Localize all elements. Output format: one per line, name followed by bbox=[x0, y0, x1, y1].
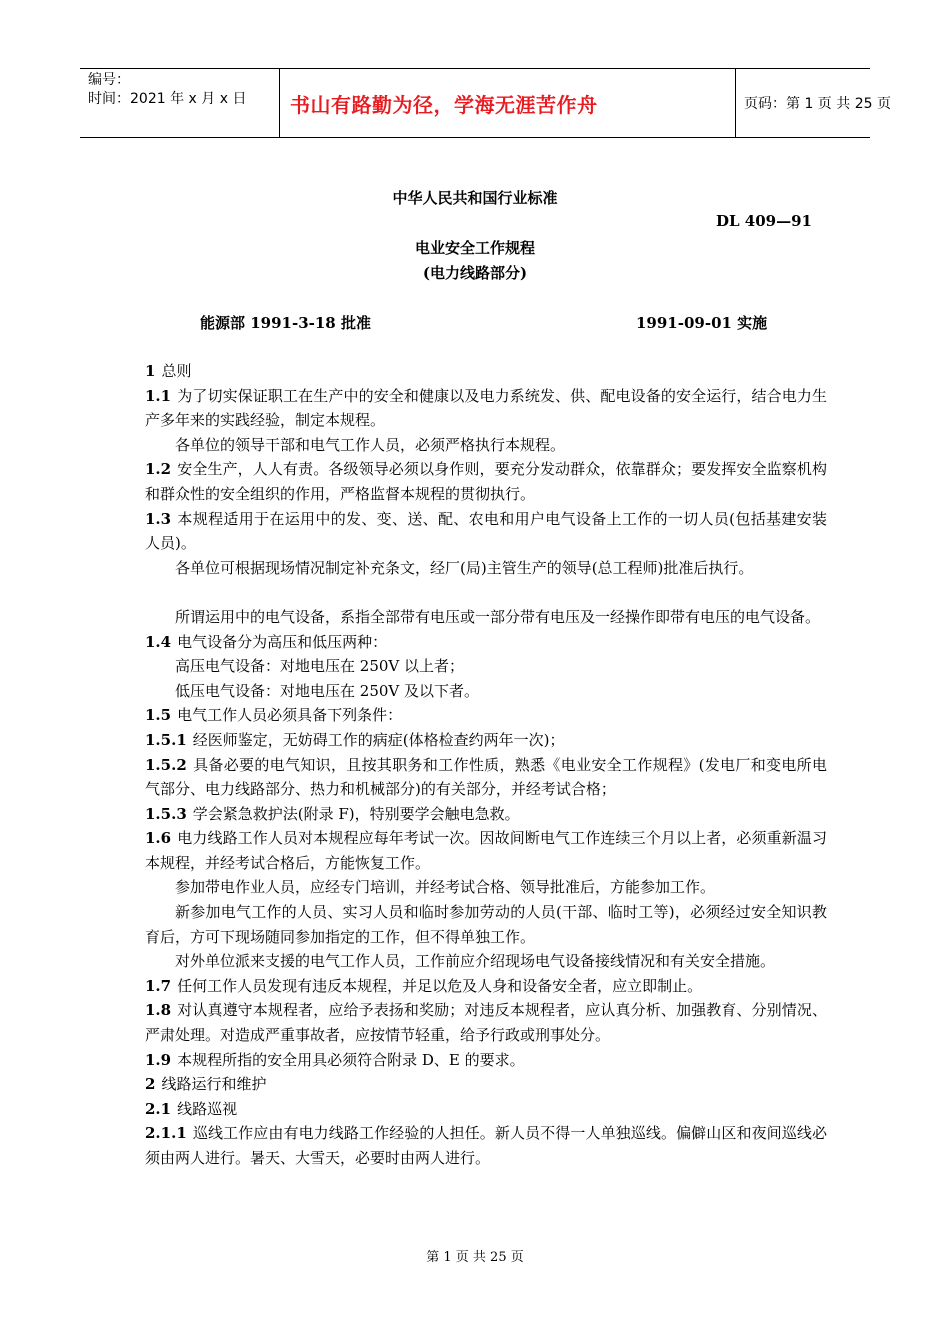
section-number: 2.1.1 bbox=[145, 1124, 187, 1143]
paragraph-text: 经医师鉴定，无妨碍工作的病症(体格检查约两年一次)； bbox=[192, 730, 565, 749]
paragraph bbox=[145, 875, 827, 900]
section-number: 1.1 bbox=[145, 386, 172, 405]
paragraph-text: 电气工作人员必须具备下列条件： bbox=[177, 706, 403, 725]
paragraph bbox=[145, 384, 827, 433]
paragraph bbox=[145, 998, 827, 1047]
paragraph-text: 所谓运用中的电气设备，系指全部带有电压或一部分带有电压及一经操作即带有电压的电气设备。 bbox=[175, 607, 821, 626]
paragraph-text: 为了切实保证职工在生产中的安全和健康以及电力系统发、供、配电设备的安全运行，结合电力生产多年来的实践经验，制定本规程。 bbox=[145, 386, 827, 430]
document-body bbox=[145, 359, 827, 1171]
paragraph bbox=[145, 679, 827, 704]
section-number: 1.7 bbox=[145, 976, 172, 995]
section-number: 1.4 bbox=[145, 632, 172, 651]
section-number: 1.5.3 bbox=[145, 804, 187, 823]
paragraph-text: 本规程适用于在运用中的发、变、送、配、农电和用户电气设备上工作的一切人员(包括基建安装人员)。 bbox=[145, 509, 827, 553]
paragraph bbox=[145, 826, 827, 875]
paragraph bbox=[145, 949, 827, 974]
header-meta bbox=[80, 69, 280, 137]
paragraph-text: 低压电气设备：对地电压在 250V 及以下者。 bbox=[175, 681, 480, 700]
paragraph-text: 高压电气设备：对地电压在 250V 以上者； bbox=[175, 657, 465, 676]
paragraph-text: 对认真遵守本规程者，应给予表扬和奖励；对违反本规程者，应认真分析、加强教育、分别情况、严肃处理。对造成严重事故者，应按情节轻重，给予行政或刑事处分。 bbox=[145, 1001, 827, 1045]
paragraph bbox=[145, 1072, 827, 1097]
paragraph-text: 线路运行和维护 bbox=[161, 1075, 267, 1094]
paragraph-text: 线路巡视 bbox=[177, 1099, 238, 1118]
paragraph bbox=[145, 1097, 827, 1122]
paragraph-text: 参加带电作业人员，应经专门培训，并经考试合格、领导批准后，方能参加工作。 bbox=[175, 878, 716, 897]
effective-date: 1991-09-01 实施 bbox=[636, 314, 768, 332]
time-label: 时间：2021 年 x 月 x 日 bbox=[88, 91, 247, 107]
paragraph-text: 安全生产，人人有责。各级领导必须以身作则，要充分发动群众，依靠群众；要发挥安全监察机构和群众性的安全组织的作用，严格监督本规程的贯彻执行。 bbox=[145, 460, 827, 503]
paragraph-text: 各单位的领导干部和电气工作人员，必须严格执行本规程。 bbox=[175, 435, 566, 454]
paragraph-text: 任何工作人员发现有违反本规程，并足以危及人身和设备安全者，应立即制止。 bbox=[177, 976, 703, 995]
header-motto: 书山有路勤为径，学海无涯苦作舟 bbox=[280, 69, 736, 137]
section-number: 2 bbox=[145, 1075, 156, 1094]
paragraph-text: 具备必要的电气知识，且按其职务和工作性质，熟悉《电业安全工作规程》(发电厂和变电所电气部分、电力线路部分、热力和机械部分)的有关部分，并经考试合格； bbox=[145, 755, 827, 799]
section-number: 2.1 bbox=[145, 1099, 172, 1118]
paragraph bbox=[145, 974, 827, 999]
section-number: 1.5.2 bbox=[145, 755, 187, 774]
standard-type: 中华人民共和国行业标准 bbox=[392, 189, 558, 207]
paragraph-text: 各单位可根据现场情况制定补充条文，经厂(局)主管生产的领导(总工程师)批准后执行。 bbox=[175, 558, 754, 577]
paragraph bbox=[145, 630, 827, 655]
section-number: 1.2 bbox=[145, 460, 172, 479]
paragraph-text: 电气设备分为高压和低压两种： bbox=[177, 632, 388, 651]
header-page-info: 页码：第 1 页 共 25 页 bbox=[744, 96, 891, 112]
paragraph bbox=[145, 1121, 827, 1170]
number-label: 编号： bbox=[88, 72, 130, 88]
paragraph-text: 总则 bbox=[161, 362, 192, 380]
section-number: 1.8 bbox=[145, 1001, 172, 1020]
section-number: 1.5.1 bbox=[145, 730, 187, 749]
section-number: 1.5 bbox=[145, 706, 172, 725]
paragraph-text: 电力线路工作人员对本规程应每年考试一次。因故间断电气工作连续三个月以上者，必须重新温习本规程，并经考试合格后，方能恢复工作。 bbox=[145, 829, 827, 872]
paragraph bbox=[145, 457, 827, 506]
paragraph-text: 学会紧急救护法(附录 F)，特别要学会触电急救。 bbox=[192, 804, 520, 823]
approval-info: 能源部 1991-3-18 批准 bbox=[200, 314, 371, 332]
document-title: 电业安全工作规程 bbox=[414, 239, 535, 257]
section-number: 1 bbox=[145, 362, 156, 380]
paragraph bbox=[145, 654, 827, 679]
paragraph bbox=[145, 1048, 827, 1073]
paragraph bbox=[145, 900, 827, 949]
blank-line bbox=[145, 580, 827, 605]
paragraph bbox=[145, 703, 827, 728]
section-number: 1.6 bbox=[145, 829, 172, 848]
paragraph bbox=[145, 728, 827, 753]
paragraph bbox=[145, 507, 827, 556]
paragraph-text: 对外单位派来支援的电气工作人员，工作前应介绍现场电气设备接线情况和有关安全措施。 bbox=[175, 952, 776, 971]
paragraph bbox=[145, 753, 827, 802]
paragraph bbox=[145, 556, 827, 581]
paragraph-text: 新参加电气工作的人员、实习人员和临时参加劳动的人员(干部、临时工等)，必须经过安全知识教育后，方可下现场随同参加指定的工作，但不得单独工作。 bbox=[145, 903, 827, 946]
paragraph bbox=[145, 433, 827, 458]
paragraph bbox=[145, 605, 827, 630]
page-footer: 第 1 页 共 25 页 bbox=[426, 1250, 524, 1265]
paragraph bbox=[145, 359, 827, 384]
section-number: 1.9 bbox=[145, 1050, 172, 1069]
section-number: 1.3 bbox=[145, 509, 172, 528]
standard-number: DL 409—91 bbox=[716, 212, 812, 230]
page-header bbox=[80, 68, 891, 138]
paragraph-text: 本规程所指的安全用具必须符合附录 D、E 的要求。 bbox=[177, 1050, 525, 1069]
paragraph-text: 巡线工作应由有电力线路工作经验的人担任。新人员不得一人单独巡线。偏僻山区和夜间巡线必须由两人进行。暑天、大雪天，必要时由两人进行。 bbox=[145, 1124, 827, 1167]
document-subtitle: (电力线路部分) bbox=[422, 264, 528, 282]
paragraph bbox=[145, 802, 827, 827]
